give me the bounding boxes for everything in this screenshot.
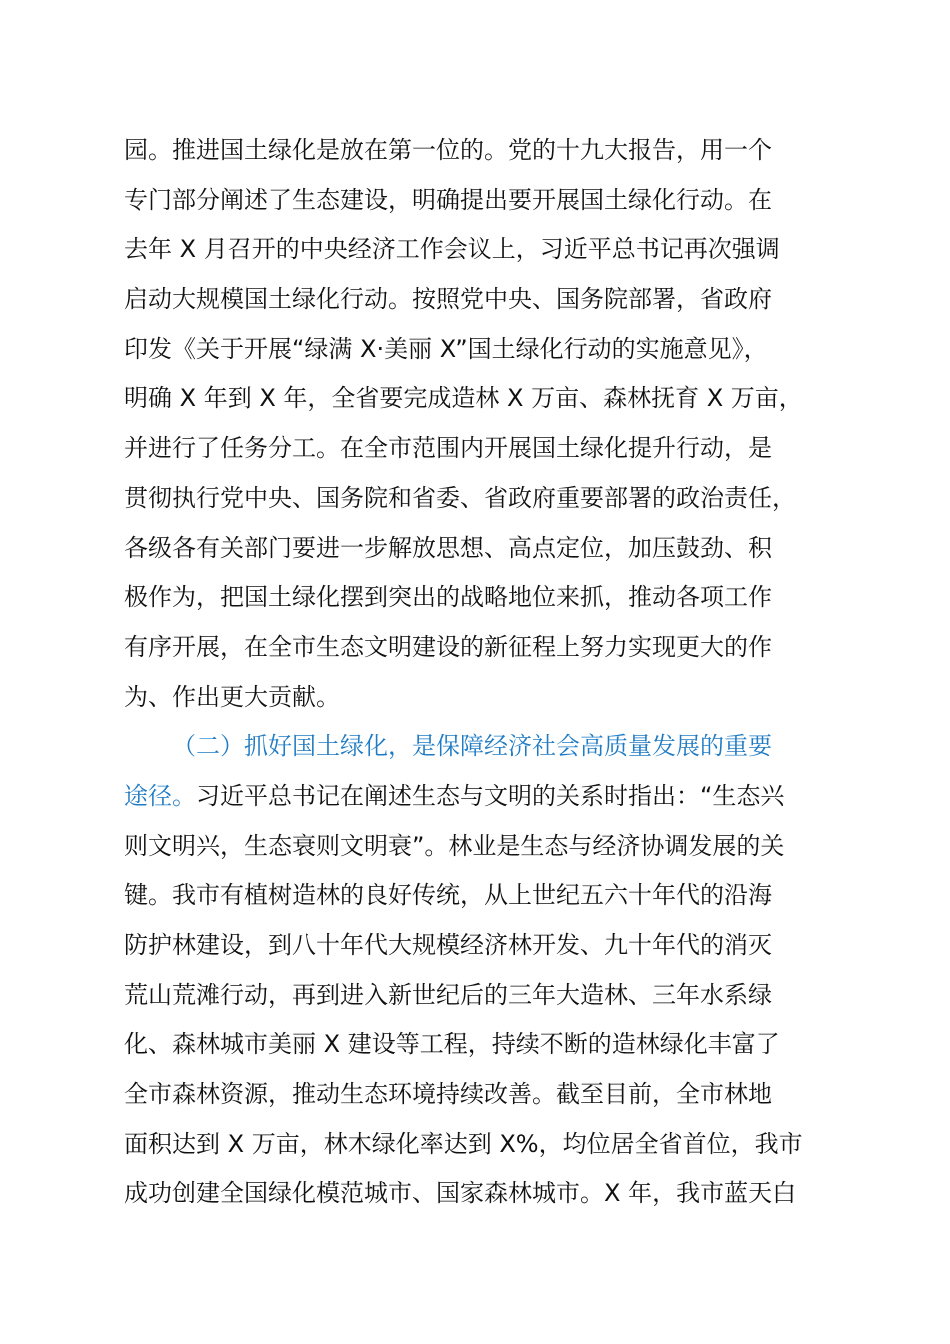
paragraph-2 [124,722,864,1219]
text-line: 荒山荒滩行动，再到进入新世纪后的三年大造林、三年水系绿 [124,980,772,1009]
text-line: 并进行了任务分工。在全市范围内开展国土绿化提升行动，是 [124,434,772,463]
text-line: 各级各有关部门要进一步解放思想、高点定位，加压鼓劲、积 [124,533,772,562]
text-line: 园。推进国土绿化是放在第一位的。党的十九大报告，用一个 [124,136,772,164]
text-line: 明确 X 年到 X 年，全省要完成造林 X 万亩、森林抚育 X 万亩， [124,384,803,413]
text-line: 键。我市有植树造林的良好传统，从上世纪五六十年代的沿海 [124,881,772,910]
text-line: 为、作出更大贡献。 [124,682,340,711]
text-line: 防护林建设，到八十年代大规模经济林开发、九十年代的消灭 [124,931,772,959]
text-line: 去年 X 月召开的中央经济工作会议上，习近平总书记再次强调 [124,235,780,264]
section-heading-line [124,722,864,772]
text-span: 习近平总书记在阐述生态与文明的关系时指出：“生态兴 [196,781,785,810]
text-line: 化、森林城市美丽 X 建设等工程，持续不断的造林绿化丰富了 [124,1030,780,1059]
paragraph-1 [124,126,864,722]
text-line: 成功创建全国绿化模范城市、国家森林城市。X 年，我市蓝天白 [124,1179,797,1208]
section-heading: （二）抓好国土绿化，是保障经济社会高质量发展的重要 [172,732,772,761]
text-line: 有序开展，在全市生态文明建设的新征程上努力实现更大的作 [124,632,772,661]
body-text [124,126,864,1219]
text-line: 极作为，把国土绿化摆到突出的战略地位来抓，推动各项工作 [124,583,772,612]
section-heading-end: 途径。 [124,781,196,810]
text-line [124,772,864,822]
text-line: 面积达到 X 万亩，林木绿化率达到 X%，均位居全省首位，我市 [124,1129,803,1158]
text-line: 贯彻执行党中央、国务院和省委、省政府重要部署的政治责任， [124,483,796,512]
text-line: 则文明兴，生态衰则文明衰”。林业是生态与经济协调发展的关 [124,831,785,860]
text-line: 全市森林资源，推动生态环境持续改善。截至目前，全市林地 [124,1080,772,1109]
text-line: 启动大规模国土绿化行动。按照党中央、国务院部署，省政府 [124,285,772,314]
text-line: 印发《关于开展“绿满 X·美丽 X”国土绿化行动的实施意见》， [124,334,768,363]
text-line: 专门部分阐述了生态建设，明确提出要开展国土绿化行动。在 [124,185,772,214]
